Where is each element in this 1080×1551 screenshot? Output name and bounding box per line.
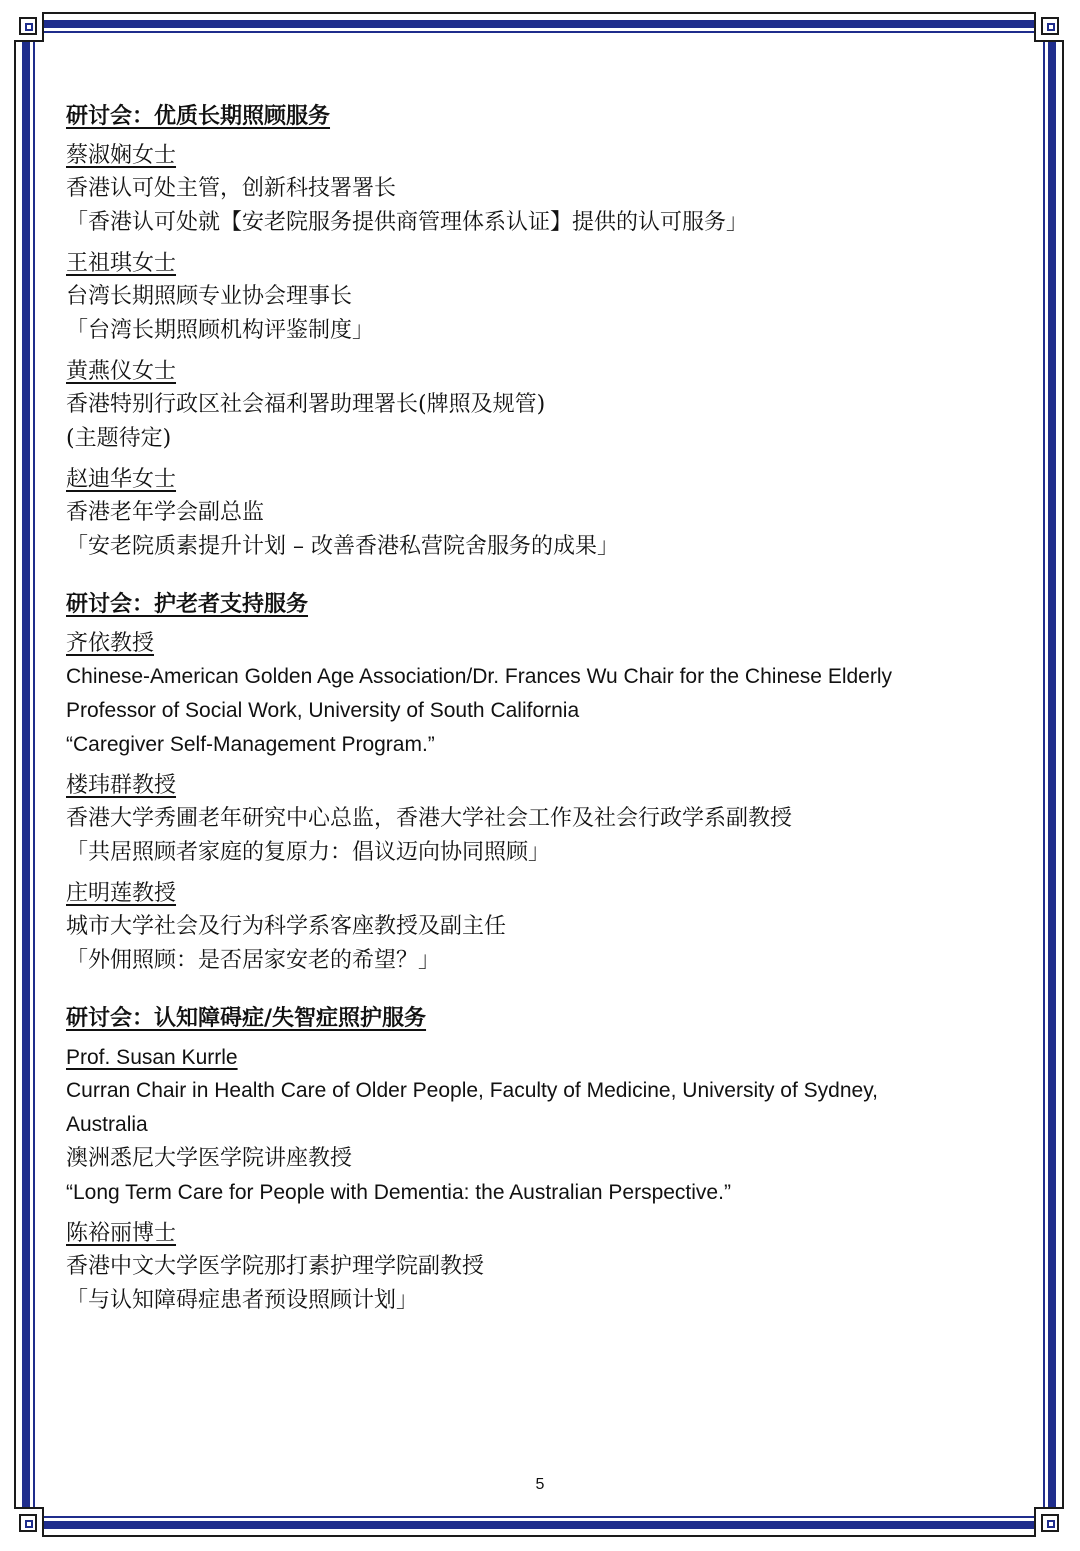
talk-topic: 「共居照顾者家庭的复原力：倡议迈向协同照顾」 — [66, 840, 551, 865]
speaker-name: 蔡淑娴女士 — [66, 143, 177, 168]
speaker-title: Chinese-American Golden Age Association/Dr. Frances Wu Chair for the Chinese Elderly — [66, 665, 893, 688]
speaker-title: Professor of Social Work, University of South California — [66, 699, 580, 722]
talk-topic: 「台湾长期照顾机构评鉴制度」 — [66, 318, 375, 343]
frame-corner-ornament — [14, 12, 44, 42]
talk-topic: 「与认知障碍症患者预设照顾计划」 — [66, 1288, 419, 1313]
speaker-title: 香港老年学会副总监 — [66, 500, 265, 525]
seminar-section — [66, 100, 986, 564]
page-number: 5 — [535, 1476, 545, 1493]
speaker-name: 黄燕仪女士 — [66, 359, 177, 384]
speaker-entry — [66, 464, 986, 564]
seminar-section — [66, 1002, 986, 1318]
frame-corner-ornament — [1034, 12, 1064, 42]
frame-corner-ornament — [1034, 1507, 1064, 1537]
speaker-entry — [66, 1042, 986, 1210]
speaker-title: 台湾长期照顾专业协会理事长 — [66, 284, 353, 309]
speaker-title: 香港中文大学医学院那打素护理学院副教授 — [66, 1254, 485, 1279]
document-body — [66, 100, 986, 1342]
speaker-name: 赵迪华女士 — [66, 467, 177, 492]
speaker-entry — [66, 248, 986, 348]
speaker-entry — [66, 628, 986, 762]
talk-topic: 「安老院质素提升计划 – 改善香港私营院舍服务的成果」 — [66, 534, 619, 559]
speaker-title: 澳洲悉尼大学医学院讲座教授 — [66, 1146, 353, 1171]
speaker-name: 庄明莲教授 — [66, 881, 177, 906]
talk-topic: 「香港认可处就【安老院服务提供商管理体系认证】提供的认可服务」 — [66, 210, 749, 235]
talk-topic: “Long Term Care for People with Dementia: the Australian Perspective.” — [66, 1181, 731, 1204]
frame-corner-ornament — [14, 1507, 44, 1537]
speaker-entry — [66, 878, 986, 978]
talk-topic: “Caregiver Self-Management Program.” — [66, 733, 435, 756]
speaker-name: 楼玮群教授 — [66, 773, 177, 798]
speaker-entry — [66, 356, 986, 456]
section-title: 研讨会：优质长期照顾服务 — [66, 104, 331, 129]
speaker-title: Australia — [66, 1113, 148, 1136]
speaker-name: 陈裕丽博士 — [66, 1221, 177, 1246]
speaker-name: 齐依教授 — [66, 631, 155, 656]
speaker-title: 城市大学社会及行为科学系客座教授及副主任 — [66, 914, 507, 939]
speaker-entry — [66, 770, 986, 870]
talk-topic: (主题待定) — [66, 426, 172, 451]
talk-topic: 「外佣照顾：是否居家安老的希望？」 — [66, 948, 441, 973]
speaker-title: Curran Chair in Health Care of Older People, Faculty of Medicine, University of Sydney, — [66, 1079, 878, 1102]
speaker-entry — [66, 1218, 986, 1318]
speaker-title: 香港大学秀圃老年研究中心总监，香港大学社会工作及社会行政学系副教授 — [66, 806, 793, 831]
speaker-name: Prof. Susan Kurrle — [66, 1046, 238, 1069]
speaker-title: 香港特别行政区社会福利署助理署长(牌照及规管) — [66, 392, 546, 417]
speaker-title: 香港认可处主管，创新科技署署长 — [66, 176, 397, 201]
section-title: 研讨会：认知障碍症/失智症照护服务 — [66, 1006, 427, 1031]
seminar-section — [66, 588, 986, 978]
speaker-name: 王祖琪女士 — [66, 251, 177, 276]
speaker-entry — [66, 140, 986, 240]
section-title: 研讨会：护老者支持服务 — [66, 592, 309, 617]
